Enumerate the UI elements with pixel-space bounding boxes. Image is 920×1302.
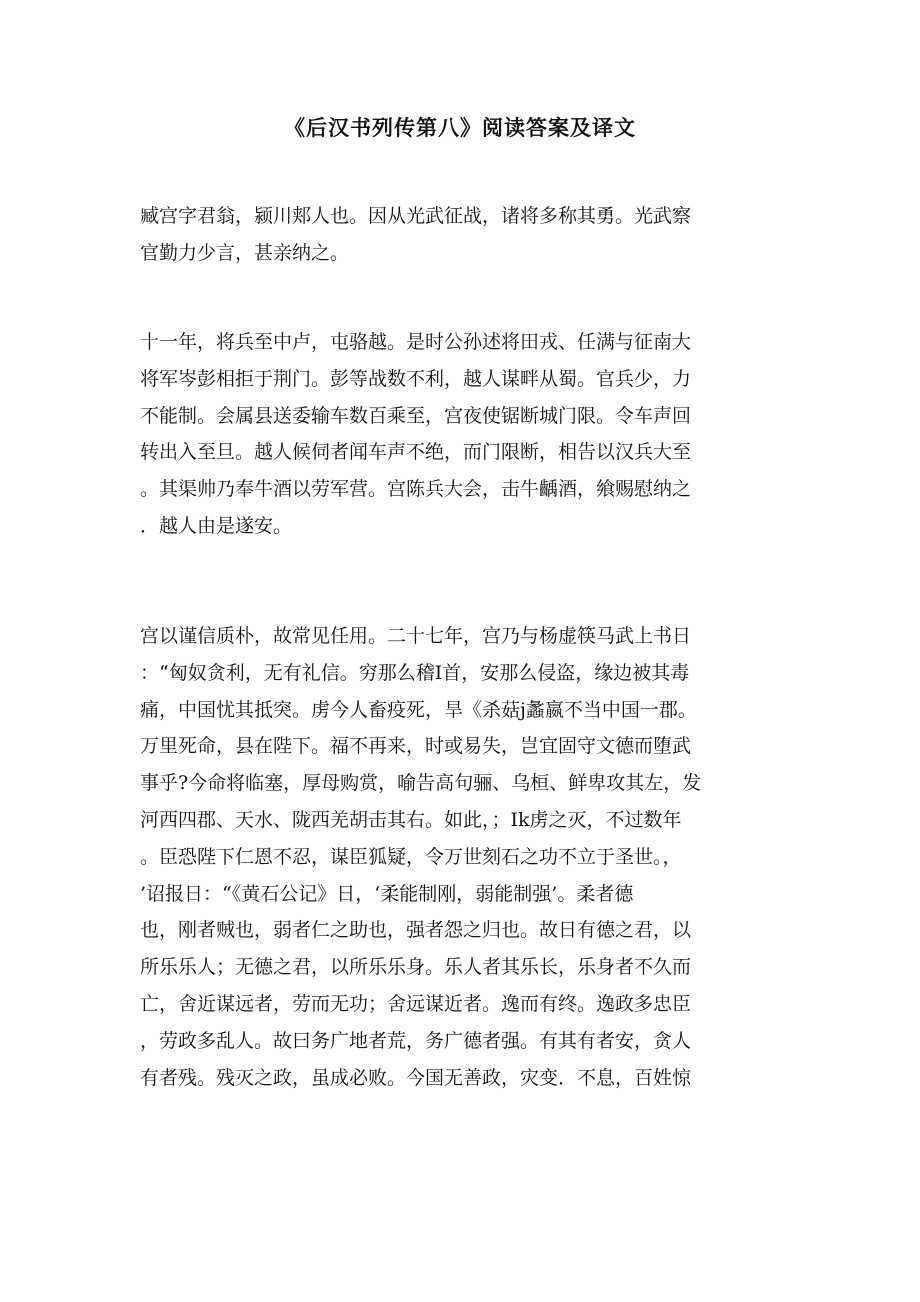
paragraph-line: 宫以谨信质朴，故常见任用。二十七年，宫乃与杨虚筷马武上书日 [140,625,692,647]
paragraph-line: 臧宫字君翁，颍川郏人也。因从光武征战，诸将多称其勇。光武察 [140,205,692,227]
paragraph-line: 亡，舍近谋远者，劳而无功；舍远谋近者。逸而有终。逸政多忠臣 [140,992,692,1015]
paragraph-line: ．越人由是遂安。 [140,514,293,537]
paragraph-line: 。臣恐陛下仁恩不忍，谋臣狐疑，令万世刻石之功不立于圣世。， [140,845,682,868]
paragraph-line: ，劳政多乱人。故曰务广地者荒，务广德者强。有其有者安，贪人 [140,1029,692,1052]
paragraph-line: 有者残。残灭之政，虽成必败。今国无善政，灾变．不息，百姓惊 [140,1066,692,1089]
paragraph-line: 河西四郡、天水、陇西羌胡击其右。如此，；Ik虏之灭，不过数年 [140,808,682,831]
paragraph-line: 所乐乐人；无德之君，以所乐乐身。乐人者其乐长，乐身者不久而 [140,956,692,979]
paragraph-line: 。其渠帅乃奉牛酒以劳军营。宫陈兵大会，击牛齲酒，飨赐慰纳之 [140,478,692,501]
paragraph-line: 十一年，将兵至中卢，屯骆越。是时公孙述将田戎、任满与征南大 [140,331,692,353]
document-title: 《后汉书列传第八》阅读答案及译文 [284,115,636,140]
paragraph-line: 万里死命，县在陛下。福不再来，时或易失，岂宜固守文德而堕武 [140,735,692,758]
paragraph-3 [140,618,790,1096]
paragraph-line: ’诏报日：“《黄石公记》日，‘柔能制刚，弱能制强’。柔者德 [140,882,634,905]
paragraph-line: 不能制。会属县送委输车数百乘至，宫夜使锯断城门限。令车声回 [140,404,692,427]
paragraph-line: 官勤力少言，甚亲纳之。 [140,241,350,264]
paragraph-line: 将军岑彭相拒于荆门。彭等战数不利，越人谋畔从蜀。官兵少，力 [140,367,692,390]
paragraph-1 [140,198,790,272]
paragraph-line: 转出入至旦。越人候伺者闻车声不绝，而门限断，相告以汉兵大至 [140,441,692,464]
paragraph-line: 也，刚者贼也，弱者仁之助也，强者怨之归也。故日有德之君，以 [140,919,692,942]
paragraph-line: 事乎?今命将临塞，厚母购赏，喻告高句骊、乌桓、鲜卑攻其左，发 [140,772,702,795]
paragraph-2 [140,324,790,545]
paragraph-line: ：“匈奴贪利，无有礼信。穷那么稽I首，安那么侵盗，缘边被其毒 [140,661,690,684]
paragraph-line: 痛，中国忧其抵突。虏今人畜疫死，旱《杀菇j蠡嬴不当中国一郡。 [140,698,697,721]
